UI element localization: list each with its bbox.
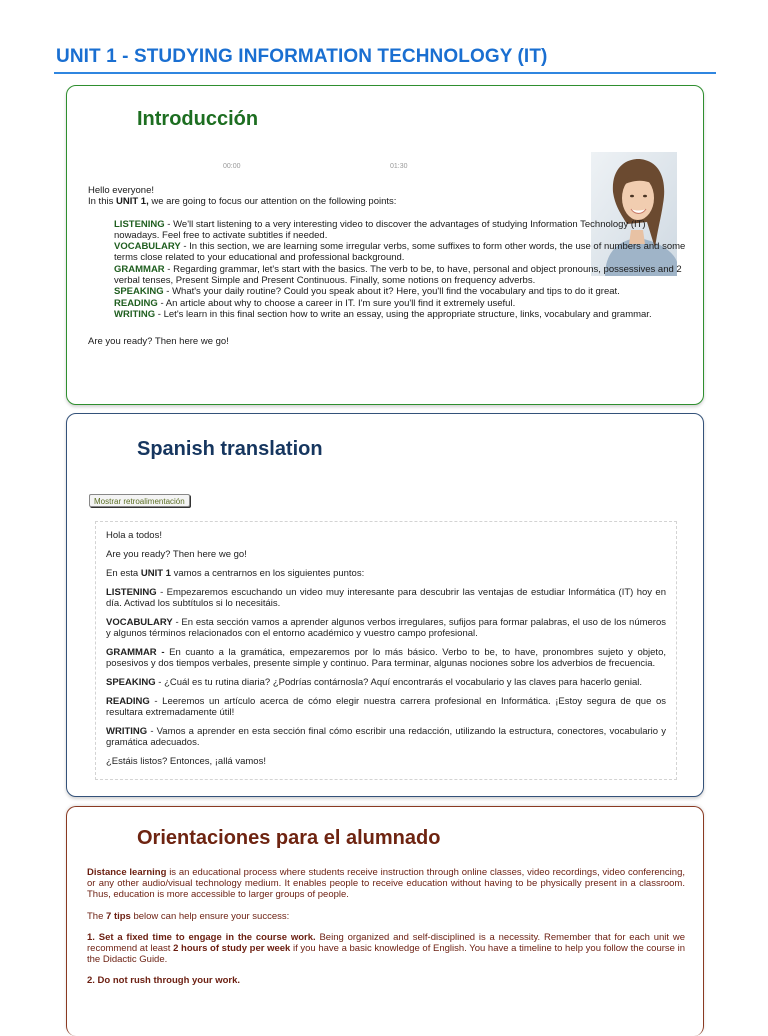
intro-lead: In this UNIT 1, we are going to focus our attention on the following points: xyxy=(88,196,397,208)
orientation-card xyxy=(66,806,704,1036)
intro-point-speaking: SPEAKING - What's your daily routine? Could you speak about it? Here, you'll find the vocabulary and tips to do it great. xyxy=(114,286,620,298)
video-time-end: 01:30 xyxy=(390,163,408,170)
intro-point-grammar: GRAMMAR - Regarding grammar, let's start with the basics. The verb to be, to have, personal and object pronouns, possessives and 2 verbal tenses, Present Simple and Present Continuous. Finally, some notions on frequency adverbs. xyxy=(114,263,682,287)
orientation-tip-1: 1. Set a fixed time to engage in the course work. Being organized and self-disciplined is a necessity. Remember that for each unit we recommend at least 2 hours of study per week if you have a basic knowledge of English. You have a timeline to help you follow the course in the Didactic Guide. xyxy=(87,931,685,966)
intro-card xyxy=(66,85,704,405)
orientation-heading: Orientaciones para el alumnado xyxy=(137,827,441,849)
orientation-tips-lead: The 7 tips below can help ensure your success: xyxy=(87,910,290,922)
unit-title: UNIT 1 - STUDYING INFORMATION TECHNOLOGY (IT) xyxy=(56,46,548,67)
translation-panel xyxy=(95,521,677,780)
translation-heading: Spanish translation xyxy=(137,438,323,460)
intro-points-list xyxy=(114,219,688,321)
intro-point-writing: WRITING - Let's learn in this final section how to write an essay, using the appropriate structure, links, vocabulary and grammar. xyxy=(114,308,652,320)
orientation-body xyxy=(87,867,685,997)
translation-closing: ¿Estáis listos? Entonces, ¡allá vamos! xyxy=(106,756,266,767)
title-divider xyxy=(54,72,716,74)
translation-point-vocabulary: VOCABULARY - En esta sección vamos a aprender algunos verbos irregulares, sufijos para formar palabras, el uso de los números y algunos términos relacionados con el entorno académico y vuestro campo profesional. xyxy=(106,617,666,639)
translation-ready: Are you ready? Then here we go! xyxy=(106,549,247,560)
translation-point-reading: READING - Leeremos un artículo acerca de cómo elegir nuestra carrera profesional en Informática. ¡Estoy segura de que os resultara extremadamente útil! xyxy=(106,696,666,718)
video-time-start: 00:00 xyxy=(223,163,241,170)
translation-greeting: Hola a todos! xyxy=(106,530,162,541)
translation-point-writing: WRITING - Vamos a aprender en esta sección final cómo escribir una redacción, utilizando la estructura, conectores, vocabulario y gramática adecuados. xyxy=(106,726,666,748)
intro-closing: Are you ready? Then here we go! xyxy=(88,336,229,348)
intro-point-reading: READING - An article about why to choose a career in IT. I'm sure you'll find it extremely useful. xyxy=(114,297,516,309)
intro-point-vocabulary: VOCABULARY - In this section, we are learning some irregular verbs, some suffixes to form other words, the use of numbers and some terms close related to your educational and professional background. xyxy=(114,241,686,264)
intro-heading: Introducción xyxy=(137,108,259,130)
translation-point-speaking: SPEAKING - ¿Cuál es tu rutina diaria? ¿Podrías contárnosla? Aquí encontrarás el vocabulario y las claves para hacerlo genial. xyxy=(106,677,642,688)
translation-point-listening: LISTENING - Empezaremos escuchando un video muy interesante para descubrir las ventajas de estudiar Informática (IT) hoy en día. Activad los subtítulos si lo necesitáis. xyxy=(106,587,666,609)
translation-card xyxy=(66,413,704,797)
translation-point-grammar: GRAMMAR - En cuanto a la gramática, empezaremos por lo más básico. Verbo to be, to have, pronombres sujeto y objeto, posesivos y dos tiempos verbales, presente simple y continuo. Para terminar, algunas nociones sobre los adverbios de frecuencia. xyxy=(106,647,666,669)
translation-lead: En esta UNIT 1 vamos a centrarnos en los siguientes puntos: xyxy=(106,568,365,579)
intro-body xyxy=(88,185,688,348)
show-feedback-button[interactable]: Mostrar retroalimentación xyxy=(89,494,190,507)
intro-greeting: Hello everyone! xyxy=(88,185,155,196)
orientation-tip-2: 2. Do not rush through your work. xyxy=(87,975,241,987)
translation-body xyxy=(106,530,666,775)
intro-point-listening: LISTENING - We'll start listening to a very interesting video to discover the advantages of studying Information Technology (IT) nowadays. Feel free to activate subtitles if needed. xyxy=(114,218,646,241)
orientation-intro: Distance learning is an educational process where students receive instruction through online classes, video recordings, video conferencing, or any other audio/visual technology medium. It enables people to receive education without having to be physically present in a classroom. Thus, education is more accessible to larger groups of people. xyxy=(87,867,685,901)
